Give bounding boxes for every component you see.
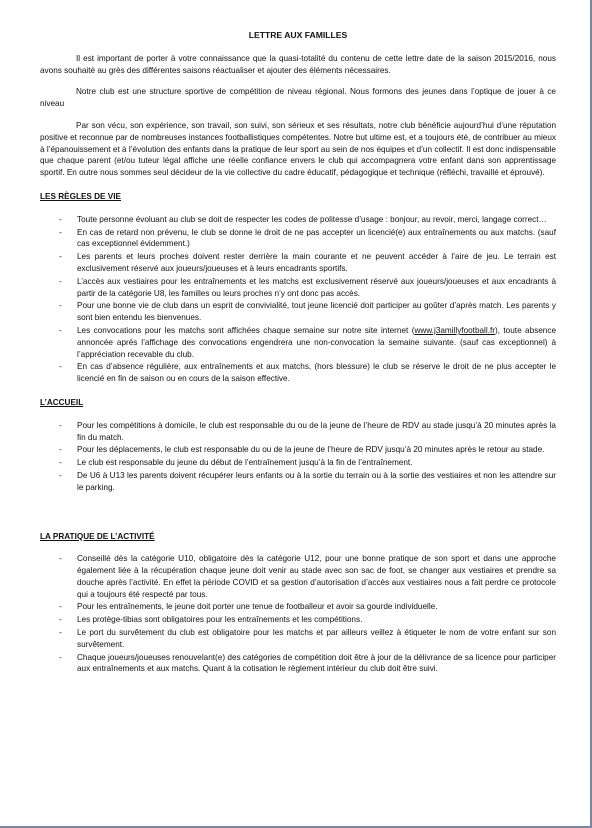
list-item: - Chaque joueurs/joueuses renouvelant(e) des catégories de compétition doit être à jour de la délivrance de sa licence pour participer aux entraînements et aux matchs. Quant à la cotisation le règlement intérieur du club doit être suivi. [40,652,556,676]
intro-paragraph: Il est important de porter à votre connaissance que la quasi-totalité du contenu de cette lettre date de la saison 2015/2016, nous avons souhaité au grès des différentes saisons réactualiser et ajouter des éléments nécessaires. [40,53,556,75]
list-item: - Les protège-tibias sont obligatoires pour les entraînements et les compétitions. [40,614,556,626]
list-item: - Les parents et leurs proches doivent rester derrière la main courante et ne peuvent accéder à l’aire de jeu. Le terrain est exclusivement réservé aux joueurs/joueuses et à leurs encadrants sportifs. [40,251,556,275]
accueil-list [40,420,556,494]
convocation-text-tail: ), toute absence annoncée après l’affichage des convocations engendrera une non-convocation la semaine suivante. (sauf cas exceptionnel) à l’appréciation recevable du club. [77,325,556,359]
section-title-accueil: L’ACCUEIL [40,397,84,407]
list-item: - Toute personne évoluant au club se doit de respecter les codes de politesse d’usage : bonjour, au revoir, merci, langage correct… [40,214,556,226]
convocation-text: Les convocations pour les matchs sont affichées chaque semaine sur notre site internet ( [77,325,415,335]
document-title: LETTRE AUX FAMILLES [248,30,348,40]
list-item: - L’accès aux vestiaires pour les entraînements et les matchs est exclusivement réservé aux joueurs/joueuses et aux encadrants à partir de la catégorie U8, les familles ou leurs proches n’y ont donc pas accès. [40,276,556,300]
list-item: - En cas d’absence régulière, aux entraînements et aux matchs, (hors blessure) le club se réserve le droit de ne plus accepter le licencié en fin de saison ou en cours de la saison effective. [40,361,556,385]
list-item: - Le port du survêtement du club est obligatoire pour les matchs et par ailleurs veillez à étiqueter le nom de votre enfant sur son survêtement. [40,627,556,651]
list-item: - Le club est responsable du jeune du début de l’entraînement jusqu’à la fin de l’entraînement. [40,457,556,469]
intro-paragraph: Par son vécu, son expérience, son travail, son suivi, son sérieux et ses résultats, notre club bénéficie aujourd’hui d’une réputation positive et reconnue par de nombreuses instances footballistiques compétentes. Notre but ultime est, et a toujours été, de contribuer au mieux à l’épanouissement et à l’évolution des enfants dans la pratique de leur sport au sein de nos équipes et d’un collectif. Il est donc indispensable que chaque parent (et/ou tuteur légal affiche une réelle confiance envers le club qui accompagnera votre enfant dans son apprentissage sportif. En outre nous sommes seul décideur de la vie collective du cadre éducatif, pédagogique et technique (réfléchi, travaillé et éprouvé). [40,120,556,178]
rules-list [40,214,556,385]
list-item: - Pour les déplacements, le club est responsable du ou de la jeune de l’heure de RDV jusqu’à 20 minutes après le retour au stade. [40,444,556,456]
list-item: - Pour les compétitions à domicile, le club est responsable du ou de la jeune de l’heure de RDV au stade jusqu’à 20 minutes après la fin du match. [40,420,556,444]
section-title-pratique: LA PRATIQUE DE L’ACTIVITÉ [40,531,155,541]
list-item: - Pour les entraînements, le jeune doit porter une tenue de footballeur et avoir sa gourde individuelle. [40,601,556,613]
list-item: - Conseillé dès la catégorie U10, obligatoire dès la catégorie U12, pour une bonne pratique de son sport et dans une approche également liée à la récupération chaque jeune doit venir au stade avec son sac de foot, se changer aux vestiaires et prendre sa douche après l’activité. En effet la période COVID et sa gestion d’autorisation d’accès aux vestiaires nous a fait perdre ce protocole qui a toujours été respecté par tous. [40,553,556,600]
list-item-convocations [40,325,556,360]
website-link[interactable]: www.j3amillyfootball.fr [414,325,495,335]
list-item: - En cas de retard non prévenu, le club se donne le droit de ne pas accepter un licencié(e) aux entraînements ou aux matchs. (sauf cas exceptionnel évidemment.) [40,227,556,251]
document-body [40,30,556,676]
spacer [40,495,556,519]
list-item: - Pour une bonne vie de club dans un esprit de convivialité, tout jeune licencié doit participer au goûter d’après match. Les parents y sont bien entendu les bienvenues. [40,300,556,324]
section-title-regles: LES RÈGLES DE VIE [40,191,121,201]
intro-paragraph: Notre club est une structure sportive de compétition de niveau régional. Nous formons des jeunes dans l’optique de jouer à ce niveau [40,87,556,109]
list-item: - De U6 à U13 les parents doivent récupérer leurs enfants ou à la sortie du terrain ou à la sortie des vestiaires et non les attendre sur le parking. [40,470,556,494]
pratique-list [40,553,556,675]
